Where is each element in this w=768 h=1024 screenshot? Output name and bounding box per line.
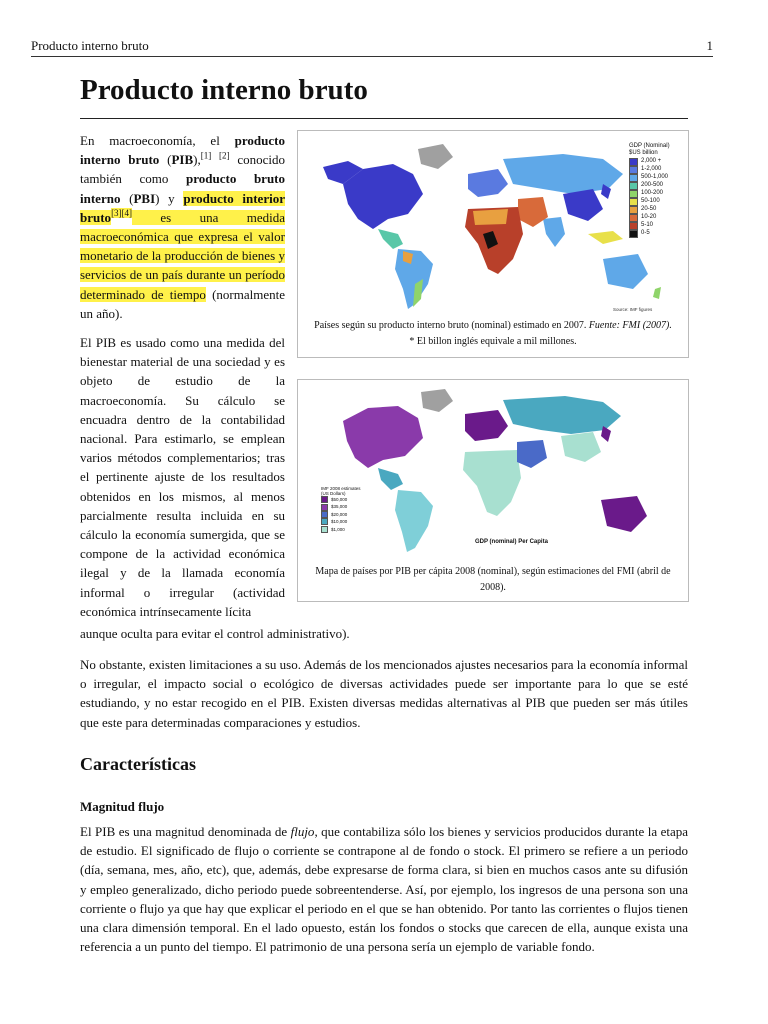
legend-swatch (321, 496, 328, 503)
legend-label: 1-2,000 (641, 166, 662, 173)
legend-gdp-nominal (629, 143, 670, 238)
legend-swatch (629, 174, 638, 182)
legend-item (321, 518, 365, 525)
legend-unit: $US billion (629, 150, 658, 157)
world-map-per-capita (303, 386, 683, 560)
legend-label: 500-1,000 (641, 174, 669, 181)
legend-item (629, 198, 670, 206)
term-pib: producto interno bruto (80, 133, 285, 168)
legend-item (629, 230, 670, 238)
reference-2[interactable]: [2] (219, 150, 230, 161)
legend-item (629, 214, 670, 222)
legend-swatch (629, 230, 638, 238)
reference-1[interactable]: [1] (200, 150, 212, 161)
world-map-gdp (303, 139, 683, 317)
paragraph-measure-end: aunque oculta para evitar el control administrativo). (80, 626, 350, 641)
legend-swatch (629, 158, 638, 166)
legend-item (629, 174, 670, 182)
legend-label: $1,000 (331, 526, 345, 532)
figure-1-caption: Países según su producto interno bruto (nominal) estimado en 2007. Fuente: FMI (2007). * El billon inglés equivale a mil millones. (314, 320, 672, 347)
legend-swatch (629, 190, 638, 198)
term-pbi: producto bruto interno (80, 171, 285, 206)
legend-swatch (629, 182, 638, 190)
legend-label: $35,000 (331, 504, 348, 510)
legend-label: 20-50 (641, 206, 657, 213)
legend-swatch (321, 504, 328, 511)
legend-item (629, 166, 670, 174)
legend-label: 0-5 (641, 230, 650, 237)
legend-item (629, 190, 670, 198)
legend-swatch (629, 198, 638, 206)
legend-label: 5-10 (641, 222, 654, 229)
legend-title: IMF 2008 estimates (US Dollars) (321, 486, 361, 496)
legend-item (321, 526, 365, 533)
legend-title: GDP (Nominal) (629, 143, 670, 149)
legend-item (321, 511, 365, 518)
title-rule (80, 118, 688, 119)
legend-swatch (321, 518, 328, 525)
figure-gdp-nominal (297, 130, 689, 358)
legend-swatch (629, 166, 638, 174)
emphasis-flujo: flujo (290, 824, 315, 839)
subsection-heading: Magnitud flujo (80, 799, 165, 814)
article-title: Producto interno bruto (80, 74, 368, 106)
legend-item (321, 503, 365, 510)
legend-label: 200-500 (641, 182, 664, 189)
legend-label: $20,000 (331, 511, 348, 517)
map-title: GDP (nominal) Per Capita (475, 539, 548, 545)
figure-2-caption: Mapa de países por PIB per cápita 2008 (nominal), según estimaciones del FMI (abril de 2008). (315, 566, 671, 593)
legend-swatch (321, 511, 328, 518)
legend-per-capita (321, 486, 365, 533)
reference-3-4[interactable]: [3][4] (111, 208, 133, 219)
legend-label: $50,000 (331, 497, 348, 502)
legend-item (629, 158, 670, 166)
running-header (31, 38, 713, 57)
highlight-term: producto interior bruto (80, 190, 285, 225)
legend-item (629, 182, 670, 190)
legend-label: 10-20 (641, 214, 657, 221)
legend-label: 2,000 + (641, 158, 662, 165)
figure-gdp-per-capita (297, 379, 689, 602)
map-gdp-nominal (303, 139, 683, 317)
section-heading: Características (80, 754, 196, 774)
paragraph-limitations: No obstante, existen limitaciones a su uso. Además de los mencionados ajustes necesarios para la economía informal o irregular, el impacto social o ecológico de diversas actividades puede ser importante para lo que se esté estudiando, y no estar recogido en el PIB. Existen diversas medidas alternativas al PIB que pueden ser más útiles que este para determinadas comparaciones y estudios. (80, 657, 688, 730)
legend-item (321, 496, 365, 503)
intro-paragraph: En macroeconomía, el producto interno bruto (PIB),[1] [2] conocido también como producto bruto interno (PBI) y producto interior bruto[3][4] es una medida macroeconómica que expresa el valor monetario de la producción de bienes y servicios de un país durante un período determinado de tiempo (normalmente un año). (80, 133, 285, 321)
paragraph-flow: El PIB es una magnitud denominada de flujo, que contabiliza sólo los bienes y servicios producidos durante la etapa de estudio. El significado de flujo o corriente se contrapone al de fondo o stock. El primero se refiere a un periodo (día, semana, mes, año, etc), que, además, debe expresarse de forma clara, si bien en muchos casos ante su difusión y empleo generalizado, dicho periodo puede sobreentenderse. Así, por ejemplo, los ingresos de una persona son una corriente o flujo ya que hay que explicar el periodo en el que se han obtenido. Por tanto las corrientes o flujos tienen una clara dimensión temporal. En el lado opuesto, están los fondos o stocks que carecen de ella, aunque exista una referencia a un punto del tiempo. El patrimonio de una persona sería un ejemplo de variable fondo. (80, 824, 688, 955)
running-header-title: Producto interno bruto (31, 38, 149, 53)
legend-label: $10,000 (331, 519, 348, 525)
legend-swatch (629, 222, 638, 230)
map-gdp-per-capita (303, 386, 683, 560)
page-number: 1 (706, 38, 713, 53)
highlight-definition: es una medida macroeconómica que expresa el valor monetario de la producción de bienes y servicios de un país durante un período determinado de tiempo (80, 209, 285, 302)
legend-item (629, 206, 670, 214)
legend-item (629, 222, 670, 230)
legend-label: 100-200 (641, 190, 664, 197)
legend-swatch (321, 526, 328, 533)
map-source-note: Source: IMF figures (613, 307, 653, 312)
paragraph-measure: El PIB es usado como una medida del bienestar material de una sociedad y es objeto de estudio de la macroeconomía. Su cálculo se encuadra dentro de la contabilidad nacional. Para estimarlo, se emplean varios métodos complementarios; tras el pertinente ajuste de los resultados obtenidos en los mismos, al menos parcialmente resulta incluida en su cálculo la economía sumergida, que se compone de la actividad económica ilegal y de la llamada economía informal o irregular (actividad económica intrínsecamente lícita (80, 335, 285, 619)
legend-swatch (629, 214, 638, 222)
legend-label: 50-100 (641, 198, 660, 205)
legend-swatch (629, 206, 638, 214)
